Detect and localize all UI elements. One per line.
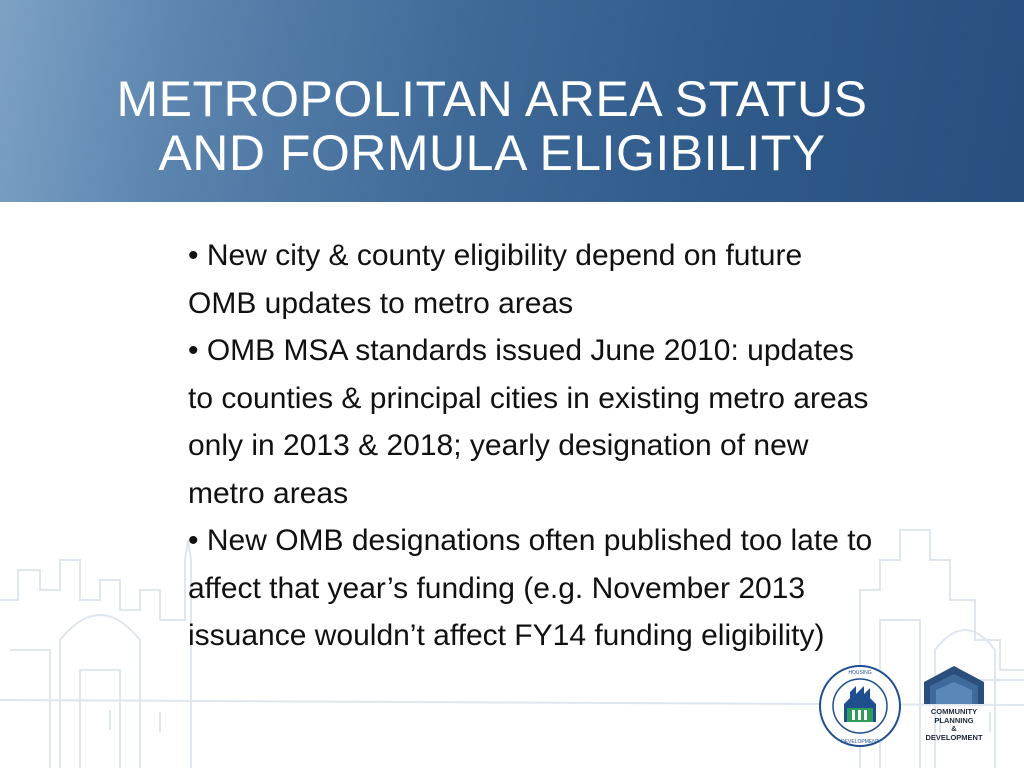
- cpd-logo: [918, 664, 990, 744]
- svg-text:HOUSING: HOUSING: [848, 670, 872, 676]
- bullet-list: [188, 232, 878, 660]
- cpd-line-3: &: [951, 724, 957, 733]
- slide-title: [40, 72, 944, 180]
- bullet-item-1: • New city & county eligibility depend on future OMB updates to metro areas: [188, 239, 803, 320]
- bullet-item-2: • OMB MSA standards issued June 2010: updates to counties & principal cities in existing metro areas only in 2013 & 2018; yearly designation of new metro areas: [188, 334, 869, 510]
- svg-text:DEVELOPMENT: DEVELOPMENT: [841, 739, 879, 745]
- hud-seal-logo: [818, 664, 902, 748]
- house-roof-icon: [918, 664, 990, 708]
- cpd-line-2: PLANNING: [934, 715, 974, 725]
- slide-title-line-2: AND FORMULA ELIGIBILITY: [158, 125, 826, 181]
- cpd-line-1: COMMUNITY: [930, 707, 978, 716]
- slide-title-line-1: METROPOLITAN AREA STATUS: [116, 71, 868, 127]
- bullet-item-3: • New OMB designations often published too late to affect that year’s funding (e.g. November 2013 issuance wouldn’t affect FY14 funding eligibility): [188, 524, 873, 652]
- cpd-line-4: DEVELOPMENT: [925, 732, 983, 742]
